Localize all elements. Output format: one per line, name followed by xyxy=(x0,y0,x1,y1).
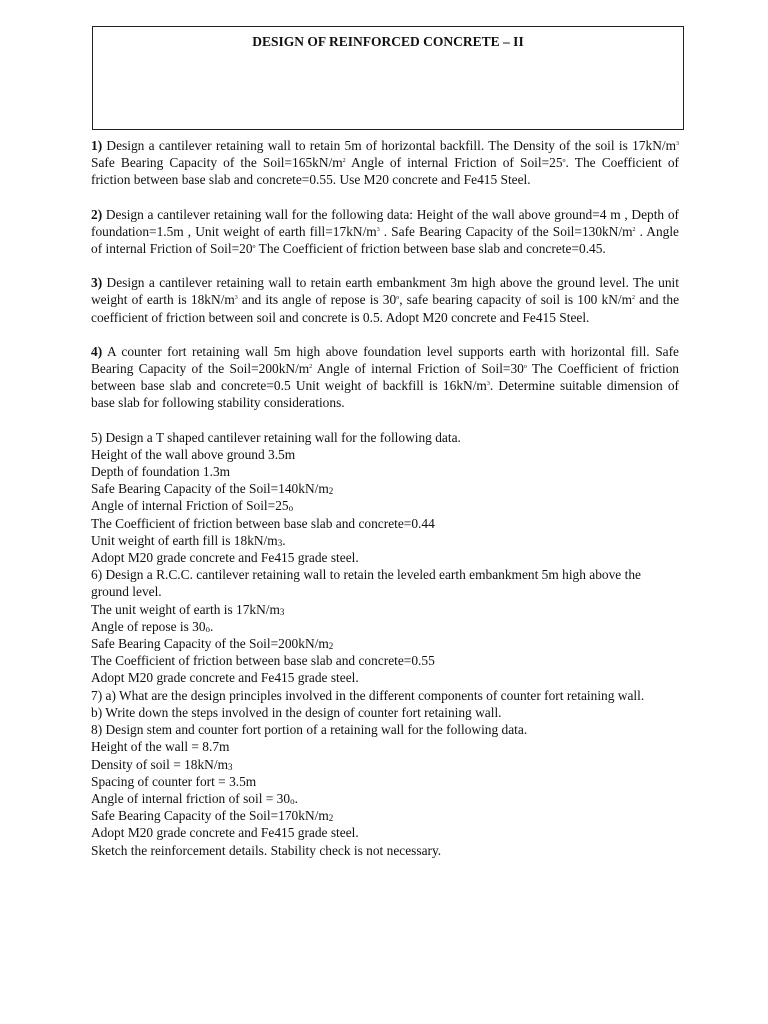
question-line: Adopt M20 grade concrete and Fe415 grade steel. xyxy=(91,825,359,841)
question-3: 3) Design a cantilever retaining wall to retain earth embankment 3m high above the ground level. The unit weight of earth is $18kN/m^3$ and its angle of repose is 30$^o$, safe bearing capacity of soil is 100 $kN/m^2$ and the coefficient of friction between soil and concrete is 0.5. Adopt M20 concrete and Fe415 Steel. xyxy=(91,275,680,325)
question-4: 4) A counter fort retaining wall 5m high above foundation level supports earth with horizontal fill. Safe Bearing Capacity of the $Soil=200kN/m^2$ Angle of internal Friction of $Soil=30^o$ The Coefficient of friction between base slab and concrete=0.5 Unit weight of backfill is $16kN/m^3$. Determine suitable dimension of base slab for following stability considerations. xyxy=(91,343,679,411)
question-7 xyxy=(91,687,679,721)
question-2: 2) Design a cantilever retaining wall for the following data: Height of the wall above ground=4 m , Depth of foundation=1.5m , Unit weight of earth $fill=17kN/m^3$ . Safe Bearing Capacity of the $Soil=130kN/m^2$ . Angle of internal Friction of $Soil=20^o$ The Coefficient of friction between base slab and concrete=0.45. xyxy=(91,206,679,257)
question-number: 3) xyxy=(91,275,103,291)
question-line: Adopt M20 grade concrete and Fe415 grade steel. xyxy=(91,670,359,686)
question-line: Sketch the reinforcement details. Stability check is not necessary. xyxy=(91,842,442,858)
question-line: b) Write down the steps involved in the design of counter fort retaining wall. xyxy=(91,704,502,720)
question-line: Depth of foundation 1.3m xyxy=(91,464,231,480)
question-line: Angle of repose is $30_o$. xyxy=(91,618,214,634)
question-line: The unit weight of earth is $17kN/m_3$ xyxy=(91,601,285,617)
question-list xyxy=(91,137,679,859)
question-number: 2) xyxy=(91,206,103,222)
question-5 xyxy=(91,429,679,567)
question-line: Angle of internal Friction of $Soil=25_o$ xyxy=(91,498,294,514)
question-line: Height of the wall = 8.7m xyxy=(91,739,230,755)
question-line: Unit weight of earth fill is $18kN/m_3$. xyxy=(91,532,286,548)
question-line: 6) Design a R.C.C. cantilever retaining wall to retain the leveled earth embankment 5m high above the ground level. xyxy=(91,567,641,600)
document-title: DESIGN OF REINFORCED CONCRETE – II xyxy=(252,34,524,49)
question-line: 5) Design a T shaped cantilever retaining wall for the following data. xyxy=(91,429,461,445)
question-line: Safe Bearing Capacity of the $Soil=140kN/m_2$ xyxy=(91,481,334,497)
question-line: The Coefficient of friction between base slab and concrete=0.55 xyxy=(91,653,435,669)
question-number: 4) xyxy=(91,343,103,359)
header-box xyxy=(92,26,684,130)
question-line: The Coefficient of friction between base slab and concrete=0.44 xyxy=(91,515,435,531)
question-line: Density of soil = $18kN/m_3$ xyxy=(91,756,233,772)
question-1: 1) Design a cantilever retaining wall to retain 5m of horizontal backfill. The Density of the soil is $17kN/m^3$ Safe Bearing Capacity of the $Soil=165kN/m^2$ Angle of internal Friction of $Soil=25^o$. The Coefficient of friction between base slab and concrete=0.55. Use M20 concrete and Fe415 Steel. xyxy=(91,138,679,188)
question-line: Adopt M20 grade concrete and Fe415 grade steel. xyxy=(91,550,359,566)
question-line: Height of the wall above ground 3.5m xyxy=(91,446,296,462)
question-line: Spacing of counter fort = 3.5m xyxy=(91,773,257,789)
question-line: Safe Bearing Capacity of the $Soil=200kN/m_2$ xyxy=(91,636,334,652)
question-line: 7) a) What are the design principles involved in the different components of counter fort retaining wall. xyxy=(91,687,645,703)
question-number: 1) xyxy=(91,138,103,153)
question-8 xyxy=(91,721,679,859)
question-line: Angle of internal friction of soil = $30_o$. xyxy=(91,790,298,806)
question-6 xyxy=(91,566,679,686)
question-line: Safe Bearing Capacity of the $Soil=170kN/m_2$ xyxy=(91,808,334,824)
question-line: 8) Design stem and counter fort portion of a retaining wall for the following data. xyxy=(91,722,528,738)
